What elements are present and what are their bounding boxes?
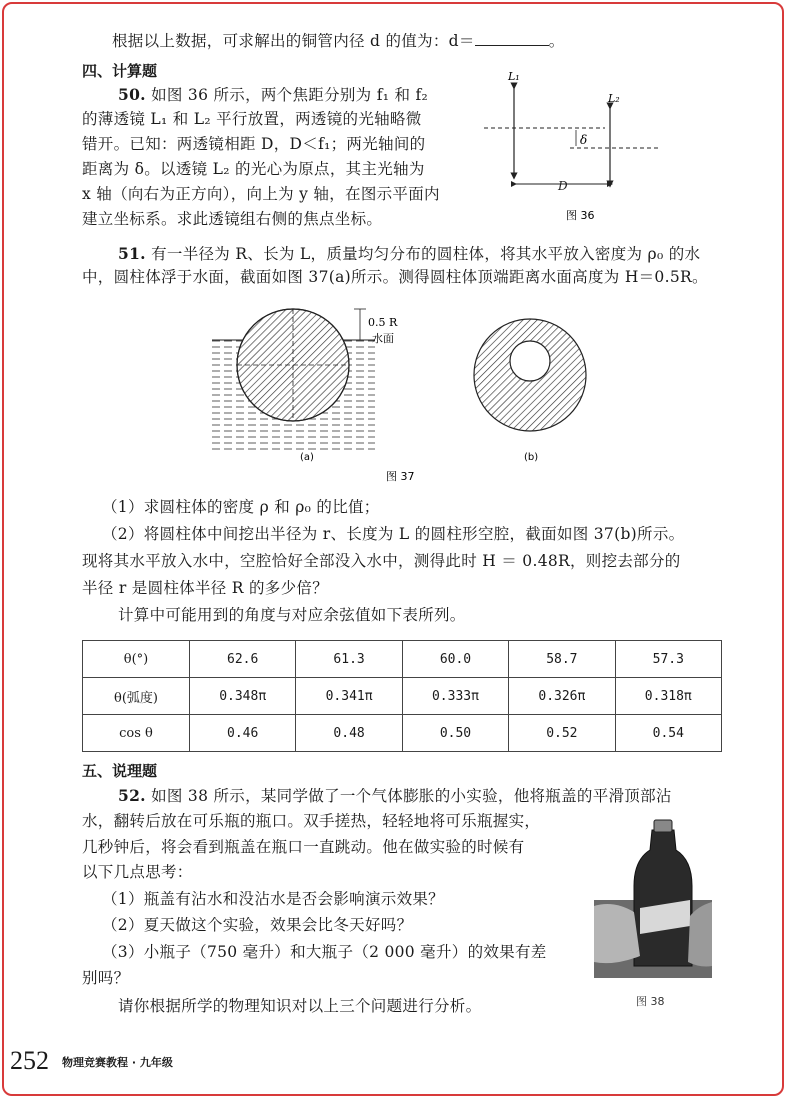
caption-fig38: 图 38 (636, 995, 665, 1008)
figure-37 (200, 296, 600, 486)
cavity-circle (510, 341, 550, 381)
p51-line-2: 中，圆柱体浮于水面，截面如图 37(a)所示。测得圆柱体顶端距离水面高度为 H＝0.5R。 (82, 268, 708, 286)
table-cell: 0.46 (190, 715, 296, 752)
figure-38-photo (594, 816, 712, 978)
section-heading-calc: 四、计算题 (82, 62, 158, 80)
table-cell: 62.6 (190, 641, 296, 678)
table-cell: 0.348π (190, 678, 296, 715)
label-d: D (558, 179, 568, 193)
p52-instruction: 请你根据所学的物理知识对以上三个问题进行分析。 (118, 997, 482, 1015)
table-cell: 0.326π (509, 678, 615, 715)
bottle-cap (654, 820, 672, 832)
table-head: cos θ (83, 715, 190, 752)
hand-left (594, 904, 640, 963)
table-intro: 计算中可能用到的角度与对应余弦值如下表所列。 (118, 606, 466, 624)
p51-question-2-line-1: （2）将圆柱体中间挖出半径为 r、长度为 L 的圆柱形空腔，截面如图 37(b)所示。 (102, 525, 685, 543)
p51-question-2-line-3: 半径 r 是圆柱体半径 R 的多少倍？ (82, 579, 328, 597)
table-cell: 61.3 (296, 641, 402, 678)
p52-line-2: 水，翻转后放在可乐瓶的瓶口。双手搓热，轻轻地将可乐瓶握实， (82, 812, 541, 830)
cosine-table (82, 640, 722, 752)
table-cell: 0.48 (296, 715, 402, 752)
answer-blank (475, 31, 549, 46)
figure-36 (470, 66, 660, 226)
p50-line-5: x 轴（向右为正方向），向上为 y 轴，在图示平面内 (82, 185, 440, 203)
p50-line-2: 的薄透镜 L₁ 和 L₂ 平行放置，两透镜的光轴略微 (82, 110, 422, 128)
label-sub-a: (a) (300, 452, 314, 463)
table-cell: 0.52 (509, 715, 615, 752)
table-row (83, 678, 722, 715)
p51-line-1: 51. 有一半径为 R、长为 L，质量均匀分布的圆柱体，将其水平放入密度为 ρ₀ 的水 (118, 244, 701, 263)
table-row (83, 641, 722, 678)
table-head: θ(弧度) (83, 678, 190, 715)
p50-line-3: 错开。已知：两透镜相距 D，D＜f₁；两光轴间的 (82, 135, 426, 153)
caption-fig36: 图 36 (566, 209, 595, 222)
p52-line-1: 52. 如图 38 所示，某同学做了一个气体膨胀的小实验，他将瓶盖的平滑顶部沾 (118, 786, 672, 805)
p51-question-2-line-2: 现将其水平放入水中，空腔恰好全部没入水中，测得此时 H ＝ 0.48R，则挖去部分的 (82, 552, 681, 570)
page-number: 252 (10, 1046, 49, 1075)
caption-fig37: 图 37 (386, 470, 415, 483)
table-cell: 0.341π (296, 678, 402, 715)
table-cell: 57.3 (615, 641, 721, 678)
table-row (83, 715, 722, 752)
p52-question-3-cont: 别吗？ (82, 969, 130, 987)
p52-question-2: （2）夏天做这个实验，效果会比冬天好吗？ (102, 916, 413, 934)
label-sub-b: (b) (524, 452, 539, 463)
label-l1: L₁ (508, 70, 520, 83)
section-heading-reasoning: 五、说理题 (82, 762, 158, 780)
p52-line-4: 以下几点思考： (82, 863, 193, 881)
p50-line-6: 建立坐标系。求此透镜组右侧的焦点坐标。 (82, 210, 383, 228)
table-cell: 0.50 (402, 715, 508, 752)
table-cell: 60.0 (402, 641, 508, 678)
table-cell: 0.333π (402, 678, 508, 715)
table-head: θ(°) (83, 641, 190, 678)
label-half-r: 0.5 R (368, 316, 398, 329)
table-cell: 0.54 (615, 715, 721, 752)
p50-line-1: 50. 如图 36 所示，两个焦距分别为 f₁ 和 f₂ (118, 85, 429, 104)
p52-line-3: 几秒钟后，将会看到瓶盖在瓶口一直跳动。他在做实验的时候有 (82, 838, 525, 856)
p51-question-1: （1）求圆柱体的密度 ρ 和 ρ₀ 的比值； (102, 498, 380, 516)
intro-line: 根据以上数据，可求解出的铜管内径 d 的值为：d＝ 。 (112, 32, 565, 50)
label-water-surface: 水面 (372, 332, 394, 345)
p52-question-3: （3）小瓶子（750 毫升）和大瓶子（2 000 毫升）的效果有差 (102, 943, 547, 961)
table-cell: 58.7 (509, 641, 615, 678)
label-delta: δ (580, 133, 588, 147)
table-cell: 0.318π (615, 678, 721, 715)
p50-line-4: 距离为 δ。以透镜 L₂ 的光心为原点，其主光轴为 (82, 160, 425, 178)
p52-question-1: （1）瓶盖有沾水和没沾水是否会影响演示效果？ (102, 890, 444, 908)
book-title: 物理竞赛教程 · 九年级 (62, 1056, 173, 1069)
label-l2: L₂ (608, 92, 620, 105)
